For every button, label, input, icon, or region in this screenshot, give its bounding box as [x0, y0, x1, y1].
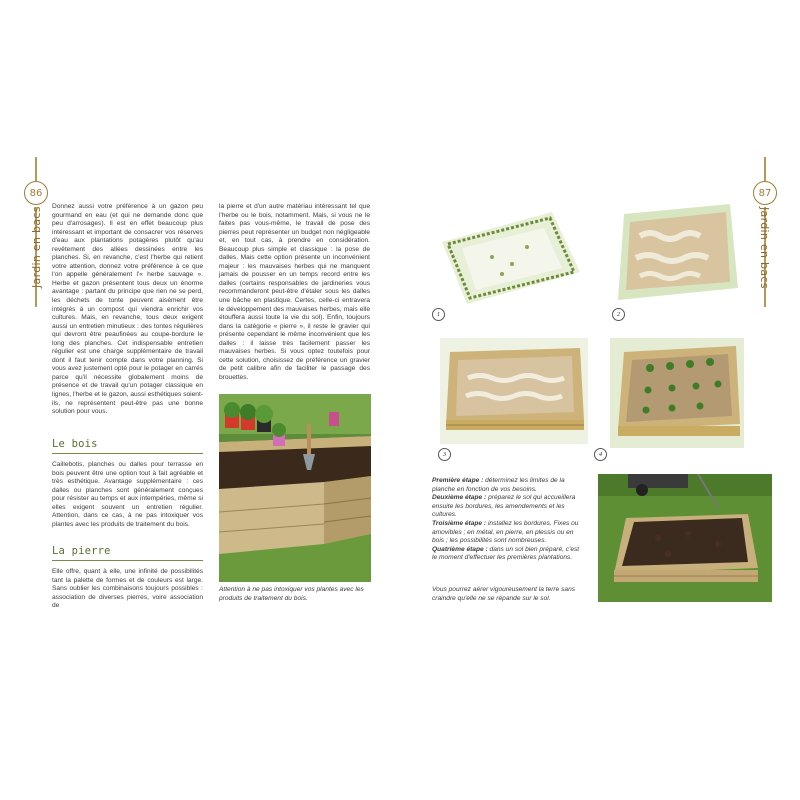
- step-number-1: 1: [432, 308, 445, 321]
- step-4-caption: [432, 546, 584, 563]
- illustration-step-2: [610, 196, 742, 310]
- heading-pierre-rule: [52, 560, 203, 561]
- heading-bois: Le bois: [52, 438, 98, 450]
- photo-wooden-bed-pots-image: [219, 394, 371, 582]
- step-1-text: déterminez les limites de la planche en fonction de vos besoins.: [432, 477, 565, 493]
- left-page-number: 86: [24, 181, 48, 205]
- illustration-step-3: [440, 338, 588, 444]
- right-photo-caption: Vous pourrez aérer vigoureusement la terre sans craindre qu'elle ne se répande sur le sol.: [432, 586, 576, 602]
- photo-wooden-bed-pots: [219, 394, 371, 582]
- step-number-2: 2: [612, 308, 625, 321]
- illustration-step-1: [432, 202, 584, 310]
- illustration-step-4: [610, 338, 744, 448]
- right-page-number: 87: [753, 181, 777, 205]
- step-3-caption: [432, 520, 584, 546]
- bois-paragraph: [52, 461, 203, 529]
- photo-raised-bed-lawn: [598, 474, 772, 602]
- left-running-head: Jardin en bacs: [30, 206, 43, 288]
- step-4-label: Quatrième étape :: [432, 545, 488, 553]
- step-2-text: préparez le sol qui accueillera ensuite les bordures, les amendements et les cultures.: [432, 494, 576, 519]
- left-margin-rule-top: [35, 157, 37, 181]
- col2-paragraph: la pierre et d'un autre matériau intéressant tel que l'herbe ou le bois, notamment. Mais, si vous ne le faites pas vous-même, le travail de pose des pierres peut représenter un budget non négligeable et, en tout cas, à prendre en considération. Beaucoup plus simple et classique : la pose de dalles. Mais cette option présente un inconvénient majeur : les mauvaises herbes qui ne manquent jamais de pousser en un temps record entre les dalles (certains responsables de jardineries vous recommanderont peut-être d'étaler sous les dalles une bâche en plastique. Certes, celle-ci entravera le développement des mauvaises herbes, mais elle étouffera aussi toute la vie du sol). Enfin, toujours dans la catégorie « pierre », il reste le gravier qui présente cependant le même inconvénient que les dalles : il laisse très facilement passer les mauvaises herbes. Si vous optez toutefois pour cette solution, choisissez de préférence un gravier de petit calibre afin de faciliter le passage des brouettes.: [219, 203, 370, 381]
- left-photo-caption: Attention à ne pas intoxiquer vos plantes avec les produits de traitement du bois.: [219, 586, 364, 602]
- right-running-head: Jardin en bacs: [758, 207, 771, 289]
- pierre-paragraph: [52, 568, 203, 611]
- heading-pierre: La pierre: [52, 545, 111, 557]
- step-number-3: 3: [438, 448, 451, 461]
- pierre-text: Elle offre, quant à elle, une infinité de possibilités tant la palette de formes et de couleurs est large. Sans oublier les combinaisons toujours possibles : association de diverses pierres, voire association de: [52, 568, 203, 610]
- step-2-label: Deuxième étape :: [432, 494, 487, 502]
- illustration-step-3-image: [440, 338, 588, 444]
- left-column-2: [219, 203, 370, 382]
- illustration-step-2-image: [610, 196, 742, 310]
- step-3-text: installez les bordures. Fixes ou amovibles ; en métal, en pierre, en plessis ou en bois ; les possibilités sont nombreuses.: [432, 519, 579, 545]
- heading-bois-rule: [52, 453, 203, 454]
- right-margin-rule-top: [764, 157, 766, 181]
- step-number-4: 4: [594, 448, 607, 461]
- step-1-label: Première étape :: [432, 477, 484, 484]
- intro-paragraph: Donnez aussi votre préférence à un gazon peu gourmand en eau (et qui ne demande donc que peu d'arrosages). Il est en effet beaucoup plus intéressant et important de consacrer vos réserves d'eau aux plantations potagères plutôt qu'au revêtement des allées dessinées entre les planches. Si, en revanche, c'est l'herbe qui retient votre attention, donnez votre préférence à ce que l'on appelle généralement l'« herbe sauvage ». Herbe et gazon présentent tous deux un énorme avantage : partant du principe que rien ne se perd, les déchets de tonte peuvent aisément être intégrés à un compost qui viendra enrichir vos cultures. Mais, en revanche, tous deux exigent aussi un entretien minutieux : des tontes régulières qui devront être peaufinées au coupe-bordure le long des planches. Cet indispensable entretien régulier est une charge supplémentaire de travail dont il faut tenir compte dans votre planning. Si vous avez justement opté pour le potager en carrés parce qu'il nécessite globalement moins de présence et de travail qu'un potager classique en lignes, l'herbe et le gazon, aussi esthétiques soient-ils, ne représentent peut-être pas une bonne solution pour vous.: [52, 203, 203, 416]
- left-column-1: [52, 203, 203, 417]
- steps-caption: [432, 477, 584, 563]
- step-3-label: Troisième étape :: [432, 519, 487, 527]
- photo-raised-bed-lawn-image: [598, 474, 772, 602]
- step-2-caption: [432, 494, 584, 520]
- illustration-step-4-image: [610, 338, 744, 448]
- step-1-caption: [432, 477, 584, 494]
- illustration-step-1-image: [432, 202, 584, 310]
- step-4-text: dans un sol bien préparé, c'est le moment d'effectuer les premières plantations.: [432, 545, 580, 562]
- bois-text: Caillebotis, planches ou dalles pour terrasse en bois peuvent être une option tout à fait agréable et très esthétique. Avantage supplémentaire : ces dalles ou planches sont généralement conçues pour résister au temps et aux intempéries, même si elles exigent souvent un entretien régulier. Attention, dans ce cas, à ne pas intoxiquer vos plantes avec les produits de traitement du bois.: [52, 461, 203, 528]
